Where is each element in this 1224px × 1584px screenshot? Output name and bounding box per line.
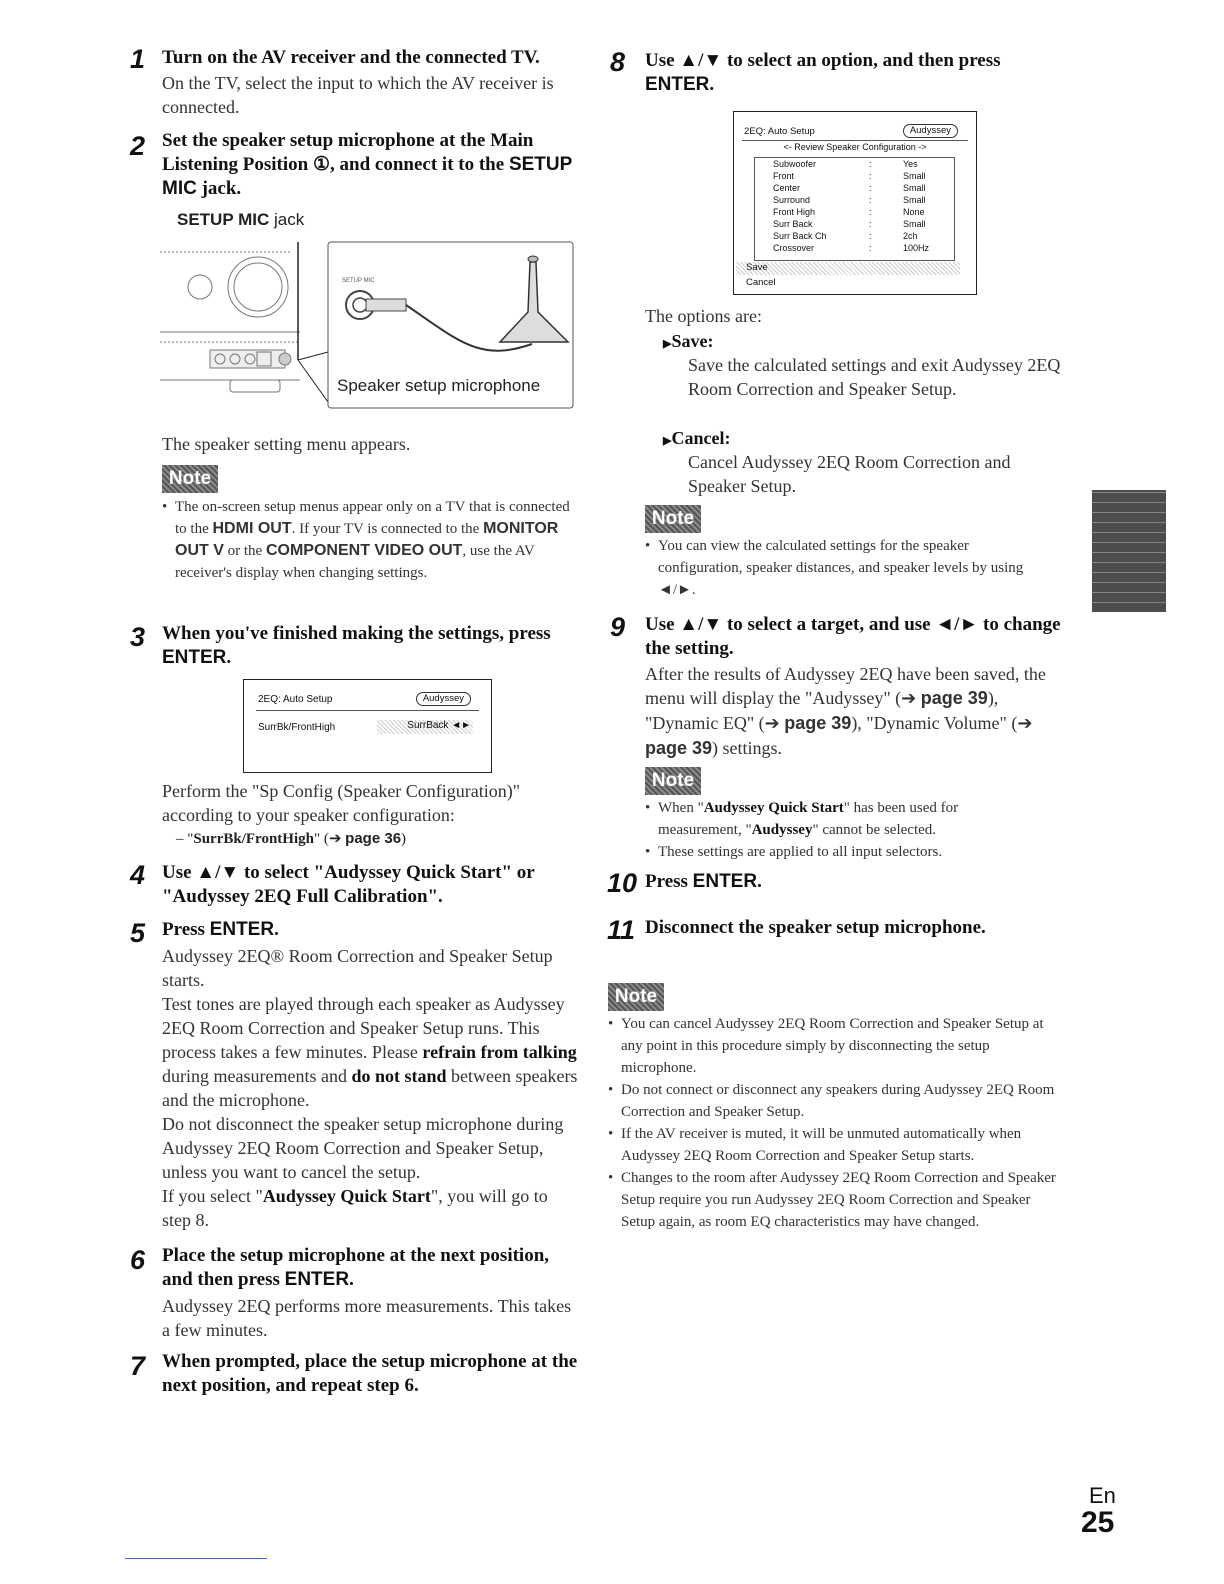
note-1-list xyxy=(162,496,572,584)
step-5-title: Press ENTER. xyxy=(162,919,279,940)
osd-2-config-row xyxy=(755,230,954,242)
osd-2-row-key: Surround xyxy=(773,195,811,205)
step-5-body xyxy=(162,944,580,1232)
note-2-list xyxy=(645,535,1045,601)
osd-2-row-colon: : xyxy=(869,195,872,205)
step-4-number: 4 xyxy=(130,860,146,890)
step-2-title: Set the speaker setup microphone at the Main Listening Position ①, and connect it to the SETUP MIC jack. xyxy=(162,130,572,199)
osd-2-row-colon: : xyxy=(869,243,872,253)
step-10-number: 10 xyxy=(607,868,638,898)
cancel-option-desc: Cancel Audyssey 2EQ Room Correction and Speaker Setup. xyxy=(688,452,1011,496)
osd-2-row-colon: : xyxy=(869,219,872,229)
step-5-number: 5 xyxy=(130,918,146,948)
step-9-body: After the results of Audyssey 2EQ have been saved, the menu will display the "Audyssey" (➔ page 39), "Dynamic EQ" (➔ page 39), "Dynamic Volume" (➔ page 39) settings. xyxy=(645,664,1046,758)
step-5-p3: Do not disconnect the speaker setup microphone during Audyssey 2EQ Room Correction and Speaker Setup, unless you want to cancel the setup. xyxy=(162,1114,564,1182)
footer-page-number: 25 xyxy=(1081,1506,1115,1539)
osd-2-row-colon: : xyxy=(869,231,872,241)
step-5-p1: Audyssey 2EQ® Room Correction and Speaker Setup starts. xyxy=(162,946,553,990)
osd-2-save-option[interactable]: Save xyxy=(736,262,960,275)
note-2-item: • You can view the calculated settings for the speaker configuration, speaker distances, and speaker levels by using ◄/►. xyxy=(645,535,1045,601)
setup-mic-illustration xyxy=(160,232,580,412)
save-option-heading: ▶Save: xyxy=(663,331,714,351)
osd-2-row-value: 2ch xyxy=(903,231,918,241)
step-2-number: 2 xyxy=(130,131,146,161)
osd-2-row-value: None xyxy=(903,207,925,217)
osd-2-row-colon: : xyxy=(869,207,872,217)
step-7-title: When prompted, place the setup microphone at the next position, and repeat step 6. xyxy=(162,1351,578,1396)
osd-2-config-row xyxy=(755,242,954,254)
step-5-p2: Test tones are played through each speaker as Audyssey 2EQ Room Correction and Speaker Setup runs. This process takes a few minutes. Please refrain from talking during measurements and do not stand between speakers and the microphone. xyxy=(162,994,578,1110)
note-badge-4: Note xyxy=(608,983,664,1011)
osd-2-config-row xyxy=(755,170,954,182)
note-badge-3: Note xyxy=(645,767,701,795)
receiver-drawing xyxy=(160,252,300,392)
perform-option-line: – "SurrBk/FrontHigh" (➔ page 36) xyxy=(176,829,407,847)
note-4-item: • Changes to the room after Audyssey 2EQ Room Correction and Speaker Setup require you run Audyssey 2EQ Room Correction and Speaker Setup again, as room EQ characteristics may have changed. xyxy=(608,1167,1063,1233)
page-ref-arrow-icon: ➔ xyxy=(901,688,917,709)
note-1-item: • The on-screen setup menus appear only on a TV that is connected to the HDMI OUT. If your TV is connected to the MONITOR OUT V or the COMPONENT VIDEO OUT, use the AV receiver's display when changing settings. xyxy=(162,496,572,584)
osd-2-config-row xyxy=(755,158,954,170)
osd-2-row-key: Front xyxy=(773,171,795,181)
step-9-number: 9 xyxy=(610,612,626,642)
osd-2-config-row xyxy=(755,194,954,206)
osd-2-row-value: Small xyxy=(903,183,926,193)
note-3-item: • These settings are applied to all input selectors. xyxy=(645,841,1045,863)
osd-2-row-value: 100Hz xyxy=(903,243,930,253)
page-39-link[interactable]: page 39 xyxy=(920,688,988,708)
cancel-option-heading: ▶Cancel: xyxy=(663,428,731,448)
osd-2-row-key: Subwoofer xyxy=(773,159,817,169)
osd-2-row-value: Small xyxy=(903,195,926,205)
osd-2-config-row xyxy=(755,218,954,230)
step-1-number: 1 xyxy=(130,44,146,74)
note-4-item: • You can cancel Audyssey 2EQ Room Correction and Speaker Setup at any point in this procedure simply by disconnecting the setup microphone. xyxy=(608,1013,1063,1079)
save-option-desc: Save the calculated settings and exit Audyssey 2EQ Room Correction and Speaker Setup. xyxy=(688,355,1061,399)
osd-2-row-key: Surr Back Ch xyxy=(773,231,827,241)
note-4-item: • Do not connect or disconnect any speakers during Audyssey 2EQ Room Correction and Speaker Setup. xyxy=(608,1079,1063,1123)
step-5-p4: If you select "Audyssey Quick Start", you will go to step 8. xyxy=(162,1186,548,1230)
step-3-number: 3 xyxy=(130,622,146,652)
step-6-number: 6 xyxy=(130,1245,146,1275)
step-11-title: Disconnect the speaker setup microphone. xyxy=(645,917,986,938)
note-4-item: • If the AV receiver is muted, it will be unmuted automatically when Audyssey 2EQ Room Correction and Speaker Setup starts. xyxy=(608,1123,1063,1167)
osd-2-row-key: Surr Back xyxy=(773,219,813,229)
osd-review-config-screen xyxy=(733,111,977,295)
osd-2-config-row xyxy=(755,182,954,194)
setup-mic-jack-label: SETUP MIC xyxy=(162,154,572,199)
osd-2-row-value: Yes xyxy=(903,159,918,169)
page-ref-arrow-icon: ➔ xyxy=(328,829,342,847)
osd-2-audyssey-badge: Audyssey xyxy=(903,124,958,138)
note-3-list xyxy=(645,797,1045,863)
step-9-title: Use ▲/▼ to select a target, and use ◄/► to change the setting. xyxy=(645,614,1061,659)
osd-2-row-value: Small xyxy=(903,171,926,181)
circled-one-marker: ① xyxy=(312,154,331,175)
footer-language: En xyxy=(1089,1483,1116,1508)
note-badge-2: Note xyxy=(645,505,701,533)
page-36-link[interactable]: page 36 xyxy=(345,830,402,847)
osd-1-audyssey-badge: Audyssey xyxy=(416,692,471,706)
page-ref-arrow-icon: ➔ xyxy=(1017,713,1033,734)
step-1-title: Turn on the AV receiver and the connected TV. xyxy=(162,47,540,68)
step-11-number: 11 xyxy=(607,915,636,945)
step-6-body: Audyssey 2EQ performs more measurements. This takes a few minutes. xyxy=(162,1296,572,1340)
microphone-drawing xyxy=(346,256,568,351)
osd-2-config-row xyxy=(755,206,954,218)
osd-1-row-label: SurrBk/FrontHigh xyxy=(258,722,336,733)
footer-rule xyxy=(125,1558,267,1559)
figure-label: SETUP MIC jack xyxy=(177,210,305,229)
options-are-text: The options are: xyxy=(645,306,762,326)
osd-1-title: 2EQ: Auto Setup xyxy=(258,694,333,705)
step-8-number: 8 xyxy=(610,47,626,77)
osd-2-title: 2EQ: Auto Setup xyxy=(744,126,815,137)
osd-2-row-key: Center xyxy=(773,183,801,193)
note-4-list xyxy=(608,1013,1063,1233)
page-39-link[interactable]: page 39 xyxy=(645,738,713,758)
page-39-link[interactable]: page 39 xyxy=(784,713,852,733)
step-10-title: Press ENTER. xyxy=(645,871,762,892)
osd-2-subtitle: <- Review Speaker Configuration -> xyxy=(783,142,927,152)
figure-caption: Speaker setup microphone xyxy=(337,376,541,395)
section-side-tab xyxy=(1092,490,1166,612)
osd-surrback-screen xyxy=(243,679,492,773)
osd-2-row-value: Small xyxy=(903,219,926,229)
osd-1-row-value[interactable]: SurrBack ◄► xyxy=(377,720,473,734)
osd-2-cancel-option[interactable]: Cancel xyxy=(746,277,776,288)
step-4-title: Use ▲/▼ to select "Audyssey Quick Start" or "Audyssey 2EQ Full Calibration". xyxy=(162,862,535,907)
step-1-body: On the TV, select the input to which the AV receiver is connected. xyxy=(162,73,554,117)
step-8-title: Use ▲/▼ to select an option, and then press ENTER. xyxy=(645,50,1001,95)
page-ref-arrow-icon: ➔ xyxy=(764,713,780,734)
menu-appears-text: The speaker setting menu appears. xyxy=(162,434,411,454)
osd-2-row-colon: : xyxy=(869,183,872,193)
step-3-title: When you've finished making the settings, press ENTER. xyxy=(162,623,551,668)
osd-2-row-key: Crossover xyxy=(773,243,815,253)
note-3-item: • When "Audyssey Quick Start" has been used for measurement, "Audyssey" cannot be selected. xyxy=(645,797,1045,841)
osd-2-config-table xyxy=(754,157,955,261)
step-7-number: 7 xyxy=(130,1351,146,1381)
step-6-title: Place the setup microphone at the next position, and then press ENTER. xyxy=(162,1245,550,1290)
note-badge-1: Note xyxy=(162,465,218,493)
osd-2-row-colon: : xyxy=(869,171,872,181)
perform-text: Perform the "Sp Config (Speaker Configuration)" according to your speaker configuration: xyxy=(162,781,521,825)
osd-2-row-key: Front High xyxy=(773,207,816,217)
osd-2-row-colon: : xyxy=(869,159,872,169)
panel-mini-label: SETUP MIC xyxy=(342,278,375,284)
